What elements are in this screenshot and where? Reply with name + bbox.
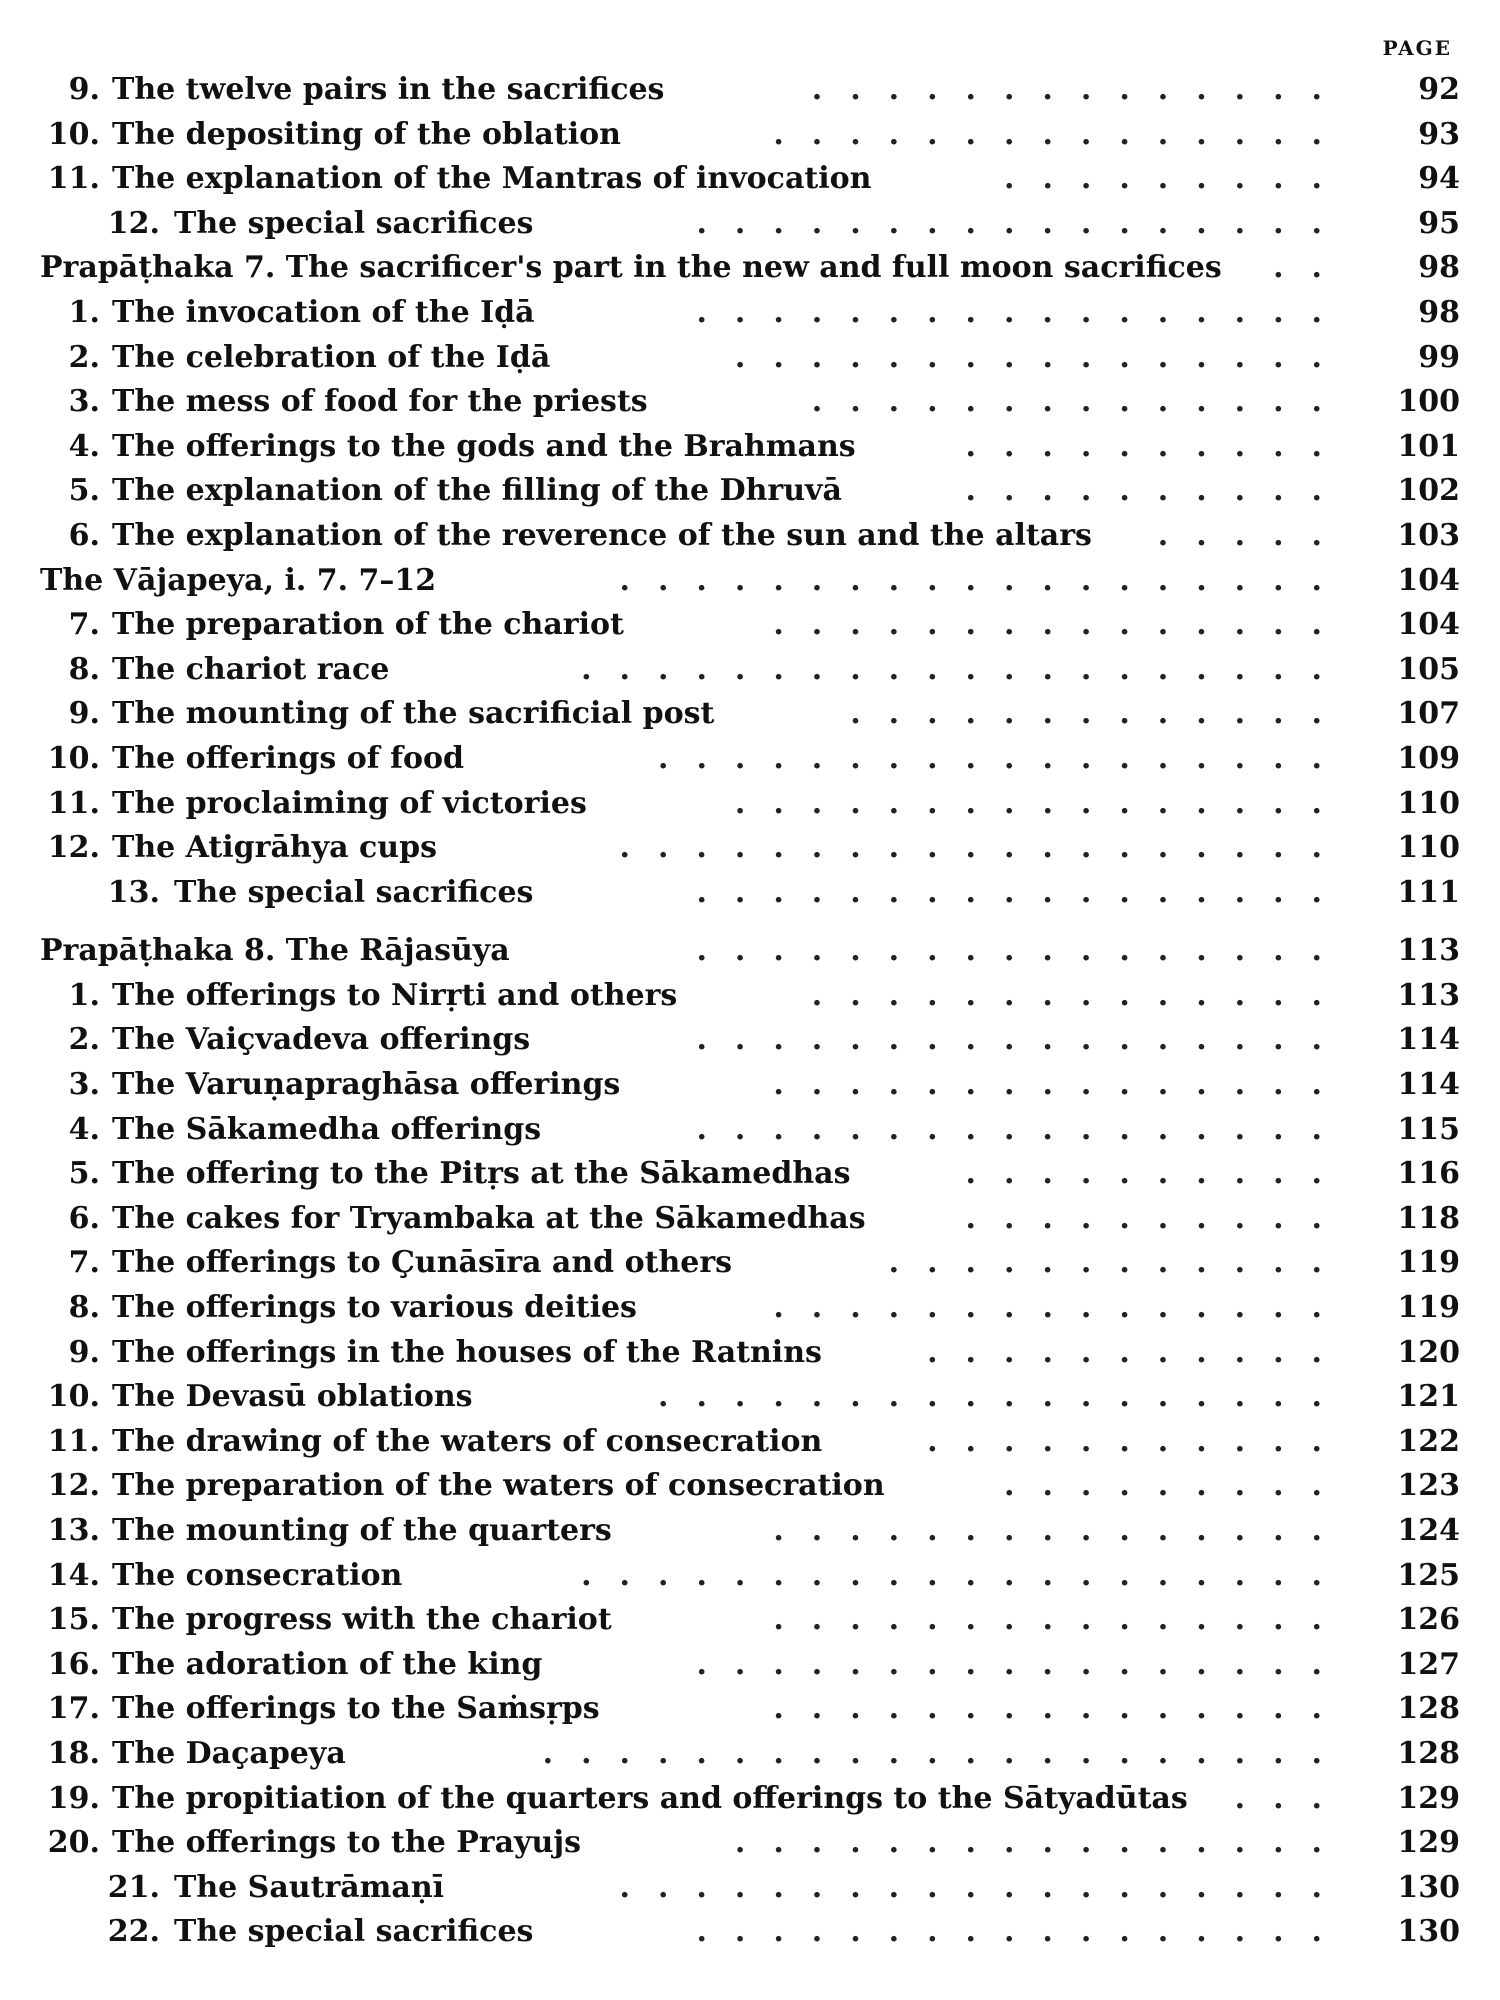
dot-leader: ............... bbox=[773, 1691, 1350, 1727]
toc-page-number: 126 bbox=[1397, 1602, 1460, 1638]
dot-leader: ......... bbox=[1004, 161, 1350, 197]
toc-entry-number: 4. bbox=[68, 1111, 100, 1147]
toc-entry-title: The mess of food for the priests bbox=[112, 384, 648, 420]
toc-entry bbox=[40, 1732, 1460, 1777]
toc-entry-title: The mounting of the quarters bbox=[112, 1513, 612, 1548]
dot-leader: ............... bbox=[773, 1602, 1350, 1638]
toc-page-number: 98 bbox=[1418, 294, 1460, 330]
toc-entry-number: 12. bbox=[107, 205, 160, 241]
toc-page-number: 125 bbox=[1397, 1557, 1460, 1593]
dot-leader: ............. bbox=[850, 696, 1350, 732]
toc-entry bbox=[40, 1286, 1460, 1331]
toc-entry bbox=[40, 1643, 1460, 1688]
toc-entry bbox=[40, 291, 1460, 336]
toc-entry-title: The chariot race bbox=[112, 651, 390, 687]
toc-entry-title: The explanation of the Mantras of invocation bbox=[112, 161, 872, 197]
toc-entry-title: The special sacrifices bbox=[174, 874, 534, 910]
dot-leader: ................. bbox=[696, 933, 1350, 969]
toc-entry bbox=[40, 1152, 1460, 1197]
toc-entry-number: 16. bbox=[47, 1646, 100, 1682]
toc-entry-number: 9. bbox=[68, 696, 100, 732]
toc-entry bbox=[40, 603, 1460, 648]
dot-leader: ................. bbox=[696, 1914, 1350, 1950]
toc-entry-title: Prapāṭhaka 8. The Rājasūya bbox=[40, 933, 510, 969]
toc-page-number: 94 bbox=[1418, 161, 1460, 197]
toc-entry-number: 8. bbox=[68, 651, 100, 687]
toc-entry-title: The offerings to the gods and the Brahmans bbox=[112, 428, 856, 464]
toc-page-number: 123 bbox=[1397, 1468, 1460, 1504]
toc-entry-title: The offerings of food bbox=[112, 740, 464, 776]
dot-leader: .............. bbox=[811, 384, 1350, 420]
toc-page-number: 103 bbox=[1397, 517, 1460, 553]
toc-entry-title: The offerings to the Saṁsṛps bbox=[112, 1691, 600, 1727]
toc-entry bbox=[40, 1821, 1460, 1866]
toc-entry-title: The explanation of the filling of the Dhruvā bbox=[112, 473, 842, 509]
toc-page-number: 124 bbox=[1397, 1513, 1460, 1548]
toc-entry bbox=[40, 1554, 1460, 1599]
toc-entry-number: 5. bbox=[68, 1156, 100, 1192]
toc-entry-number: 11. bbox=[47, 1423, 100, 1459]
toc-page-number: 104 bbox=[1397, 607, 1460, 643]
toc-entry bbox=[40, 113, 1460, 158]
toc-entry-title: The preparation of the chariot bbox=[112, 607, 624, 643]
toc-entry-number: 9. bbox=[68, 72, 100, 107]
dot-leader: ................. bbox=[696, 294, 1350, 330]
toc-entry-title: The progress with the chariot bbox=[112, 1602, 612, 1638]
dot-leader: .................. bbox=[658, 740, 1350, 776]
toc-entry bbox=[40, 1108, 1460, 1153]
toc-entry-number: 13. bbox=[47, 1513, 100, 1548]
dot-leader: ................. bbox=[696, 1646, 1350, 1682]
toc-entry-number: 10. bbox=[47, 1379, 100, 1415]
toc-entry-number: 5. bbox=[68, 473, 100, 509]
toc-page-number: 121 bbox=[1397, 1379, 1460, 1415]
toc-page-number: 130 bbox=[1397, 1914, 1460, 1950]
dot-leader: .................... bbox=[581, 1557, 1350, 1593]
dot-leader: ......... bbox=[1004, 1468, 1350, 1504]
toc-entry bbox=[40, 336, 1460, 381]
toc-page-number: 101 bbox=[1397, 428, 1460, 464]
toc-entry-number: 15. bbox=[47, 1602, 100, 1638]
toc-entry-number: 11. bbox=[47, 161, 100, 197]
toc-entry bbox=[40, 1509, 1460, 1554]
toc-entry-title: The offerings to Nirṛti and others bbox=[112, 977, 678, 1013]
toc-page-number: 114 bbox=[1397, 1022, 1460, 1058]
toc-page-number: 127 bbox=[1397, 1646, 1460, 1682]
toc-page-number: 129 bbox=[1397, 1780, 1460, 1816]
toc-entry-title: The twelve pairs in the sacrifices bbox=[112, 72, 665, 107]
dot-leader: .......... bbox=[965, 473, 1350, 509]
dot-leader: ............... bbox=[773, 1513, 1350, 1548]
toc-section-heading bbox=[40, 246, 1460, 291]
dot-leader: ........... bbox=[927, 1423, 1350, 1459]
toc-entry-number: 10. bbox=[47, 740, 100, 776]
toc-entry bbox=[40, 1331, 1460, 1376]
toc-entry-number: 14. bbox=[47, 1557, 100, 1593]
dot-leader: ............ bbox=[888, 1245, 1350, 1281]
toc-entry-number: 2. bbox=[68, 339, 100, 375]
toc-page-number: 130 bbox=[1397, 1869, 1460, 1905]
dot-leader: ............... bbox=[773, 116, 1350, 152]
toc-entry-title: The Atigrāhya cups bbox=[112, 830, 437, 866]
toc-page-number: 109 bbox=[1397, 740, 1460, 776]
dot-leader: ................ bbox=[734, 1825, 1350, 1861]
toc-entry-title: The propitiation of the quarters and offerings to the Sātyadūtas bbox=[112, 1780, 1188, 1816]
toc-entry bbox=[40, 737, 1460, 782]
toc-entry bbox=[40, 1018, 1460, 1063]
toc-entry-number: 7. bbox=[68, 1245, 100, 1281]
page-column-label: PAGE bbox=[1382, 36, 1452, 60]
toc-entry-title: The offerings to Çunāsīra and others bbox=[112, 1245, 733, 1281]
dot-leader: ............... bbox=[773, 607, 1350, 643]
toc-entry bbox=[40, 1464, 1460, 1509]
toc-entry bbox=[40, 202, 1460, 247]
toc-entry-number: 20. bbox=[47, 1825, 100, 1861]
toc-entry-number: 17. bbox=[47, 1691, 100, 1727]
toc-page-number: 114 bbox=[1397, 1067, 1460, 1103]
toc-entry-number: 6. bbox=[68, 1200, 100, 1236]
toc-entry-number: 7. bbox=[68, 607, 100, 643]
dot-leader: .................. bbox=[658, 1379, 1350, 1415]
table-of-contents bbox=[40, 68, 1460, 1955]
toc-entry-title: The Varuṇapraghāsa offerings bbox=[112, 1067, 621, 1103]
toc-entry-number: 19. bbox=[47, 1780, 100, 1816]
toc-entry-title: The cakes for Tryambaka at the Sākamedhas bbox=[112, 1200, 866, 1236]
dot-leader: ................. bbox=[696, 1111, 1350, 1147]
dot-leader: .......... bbox=[965, 428, 1350, 464]
toc-entry bbox=[40, 68, 1460, 113]
toc-entry-number: 8. bbox=[68, 1290, 100, 1326]
toc-entry bbox=[40, 1063, 1460, 1108]
toc-page-number: 92 bbox=[1418, 72, 1460, 107]
dot-leader: .. bbox=[1273, 250, 1350, 286]
dot-leader: ..... bbox=[1157, 517, 1350, 553]
toc-entry-number: 13. bbox=[107, 874, 160, 910]
toc-page-number: 104 bbox=[1397, 562, 1460, 598]
dot-leader: ............... bbox=[773, 1067, 1350, 1103]
toc-page-number: 128 bbox=[1397, 1691, 1460, 1727]
toc-entry-title: Prapāṭhaka 7. The sacrificer's part in the new and full moon sacrifices bbox=[40, 250, 1222, 286]
toc-entry bbox=[40, 1197, 1460, 1242]
toc-entry-title: The offerings to the Prayujs bbox=[112, 1825, 582, 1861]
toc-entry bbox=[40, 648, 1460, 693]
toc-page-number: 93 bbox=[1418, 116, 1460, 152]
toc-page-number: 129 bbox=[1397, 1825, 1460, 1861]
toc-entry-title: The mounting of the sacrificial post bbox=[112, 696, 715, 732]
toc-entry-title: The explanation of the reverence of the sun and the altars bbox=[112, 517, 1092, 553]
toc-entry-number: 22. bbox=[107, 1914, 160, 1950]
toc-page-number: 100 bbox=[1397, 384, 1460, 420]
dot-leader: ................. bbox=[696, 1022, 1350, 1058]
toc-entry bbox=[40, 871, 1460, 916]
dot-leader: .......... bbox=[965, 1200, 1350, 1236]
dot-leader: ................... bbox=[619, 1869, 1350, 1905]
toc-page-number: 118 bbox=[1397, 1200, 1460, 1236]
toc-entry bbox=[40, 1866, 1460, 1911]
toc-page-number: 113 bbox=[1397, 933, 1460, 969]
toc-entry-number: 12. bbox=[47, 830, 100, 866]
toc-page-number: 102 bbox=[1397, 473, 1460, 509]
toc-page-number: 105 bbox=[1397, 651, 1460, 687]
toc-entry-number: 1. bbox=[68, 294, 100, 330]
toc-page-number: 119 bbox=[1397, 1290, 1460, 1326]
toc-entry-title: The Sākamedha offerings bbox=[112, 1111, 542, 1147]
toc-entry-number: 3. bbox=[68, 384, 100, 420]
toc-entry-number: 11. bbox=[47, 785, 100, 821]
toc-entry-number: 12. bbox=[47, 1468, 100, 1504]
toc-page-number: 115 bbox=[1397, 1111, 1460, 1147]
toc-entry-title: The proclaiming of victories bbox=[112, 785, 587, 821]
dot-leader: .............. bbox=[811, 72, 1350, 107]
toc-page-number: 110 bbox=[1397, 785, 1460, 821]
toc-section-heading bbox=[40, 929, 1460, 974]
dot-leader: ................... bbox=[619, 830, 1350, 866]
toc-entry-title: The celebration of the Iḍā bbox=[112, 339, 551, 375]
dot-leader: ............... bbox=[773, 1290, 1350, 1326]
dot-leader: ................ bbox=[734, 339, 1350, 375]
toc-entry-title: The depositing of the oblation bbox=[112, 116, 621, 152]
toc-entry-title: The offerings in the houses of the Ratnins bbox=[112, 1334, 822, 1370]
toc-page-number: 110 bbox=[1397, 830, 1460, 866]
toc-entry-title: The offering to the Pitṛs at the Sākamedhas bbox=[112, 1156, 851, 1192]
toc-entry-title: The Sautrāmaṇī bbox=[174, 1869, 445, 1905]
toc-entry-title: The adoration of the king bbox=[112, 1646, 543, 1682]
toc-entry bbox=[40, 974, 1460, 1019]
toc-entry bbox=[40, 1910, 1460, 1955]
toc-entry-title: The offerings to various deities bbox=[112, 1290, 637, 1326]
toc-entry bbox=[40, 826, 1460, 871]
dot-leader: .............. bbox=[811, 977, 1350, 1013]
toc-entry-number: 10. bbox=[47, 116, 100, 152]
toc-entry-number: 3. bbox=[68, 1067, 100, 1103]
toc-entry bbox=[40, 425, 1460, 470]
toc-page-number: 107 bbox=[1397, 696, 1460, 732]
toc-entry-number: 21. bbox=[107, 1869, 160, 1905]
dot-leader: ................... bbox=[619, 562, 1350, 598]
toc-entry bbox=[40, 782, 1460, 827]
dot-leader: ........... bbox=[927, 1334, 1350, 1370]
toc-entry-number: 4. bbox=[68, 428, 100, 464]
toc-entry bbox=[40, 1420, 1460, 1465]
toc-entry bbox=[40, 1777, 1460, 1822]
toc-entry bbox=[40, 692, 1460, 737]
toc-entry-number: 2. bbox=[68, 1022, 100, 1058]
toc-section-heading bbox=[40, 559, 1460, 604]
toc-entry-title: The special sacrifices bbox=[174, 1914, 534, 1950]
toc-entry-title: The special sacrifices bbox=[174, 205, 534, 241]
toc-entry-number: 1. bbox=[68, 977, 100, 1013]
toc-entry bbox=[40, 1241, 1460, 1286]
toc-entry-title: The preparation of the waters of consecration bbox=[112, 1468, 885, 1504]
toc-page-number: 122 bbox=[1397, 1423, 1460, 1459]
toc-page-number: 111 bbox=[1397, 874, 1460, 910]
toc-entry bbox=[40, 157, 1460, 202]
toc-page-number: 99 bbox=[1418, 339, 1460, 375]
toc-entry bbox=[40, 1687, 1460, 1732]
toc-entry bbox=[40, 1375, 1460, 1420]
toc-entry-title: The Daçapeya bbox=[112, 1735, 346, 1771]
dot-leader: .......... bbox=[965, 1156, 1350, 1192]
toc-page-number: 95 bbox=[1418, 205, 1460, 241]
toc-entry-title: The invocation of the Iḍā bbox=[112, 294, 535, 330]
toc-entry-number: 9. bbox=[68, 1334, 100, 1370]
dot-leader: .................... bbox=[581, 651, 1350, 687]
toc-entry bbox=[40, 1598, 1460, 1643]
toc-entry-title: The Devasū oblations bbox=[112, 1379, 473, 1415]
toc-page-number: 98 bbox=[1418, 250, 1460, 286]
toc-entry-title: The drawing of the waters of consecration bbox=[112, 1423, 823, 1459]
toc-entry-title: The Vaiçvadeva offerings bbox=[112, 1022, 531, 1058]
toc-page-number: 120 bbox=[1397, 1334, 1460, 1370]
toc-page-number: 128 bbox=[1397, 1735, 1460, 1771]
dot-leader: ... bbox=[1234, 1780, 1350, 1816]
toc-page-number: 116 bbox=[1397, 1156, 1460, 1192]
toc-entry-number: 18. bbox=[47, 1735, 100, 1771]
toc-page-number: 113 bbox=[1397, 977, 1460, 1013]
toc-entry bbox=[40, 380, 1460, 425]
toc-page-number: 119 bbox=[1397, 1245, 1460, 1281]
toc-entry bbox=[40, 514, 1460, 559]
toc-entry-title: The Vājapeya, i. 7. 7–12 bbox=[40, 562, 437, 598]
dot-leader: ................ bbox=[734, 785, 1350, 821]
dot-leader: ................. bbox=[696, 205, 1350, 241]
toc-entry-number: 6. bbox=[68, 517, 100, 553]
toc-entry bbox=[40, 469, 1460, 514]
dot-leader: ..................... bbox=[542, 1735, 1350, 1771]
toc-entry-title: The consecration bbox=[112, 1557, 403, 1593]
dot-leader: ................. bbox=[696, 874, 1350, 910]
